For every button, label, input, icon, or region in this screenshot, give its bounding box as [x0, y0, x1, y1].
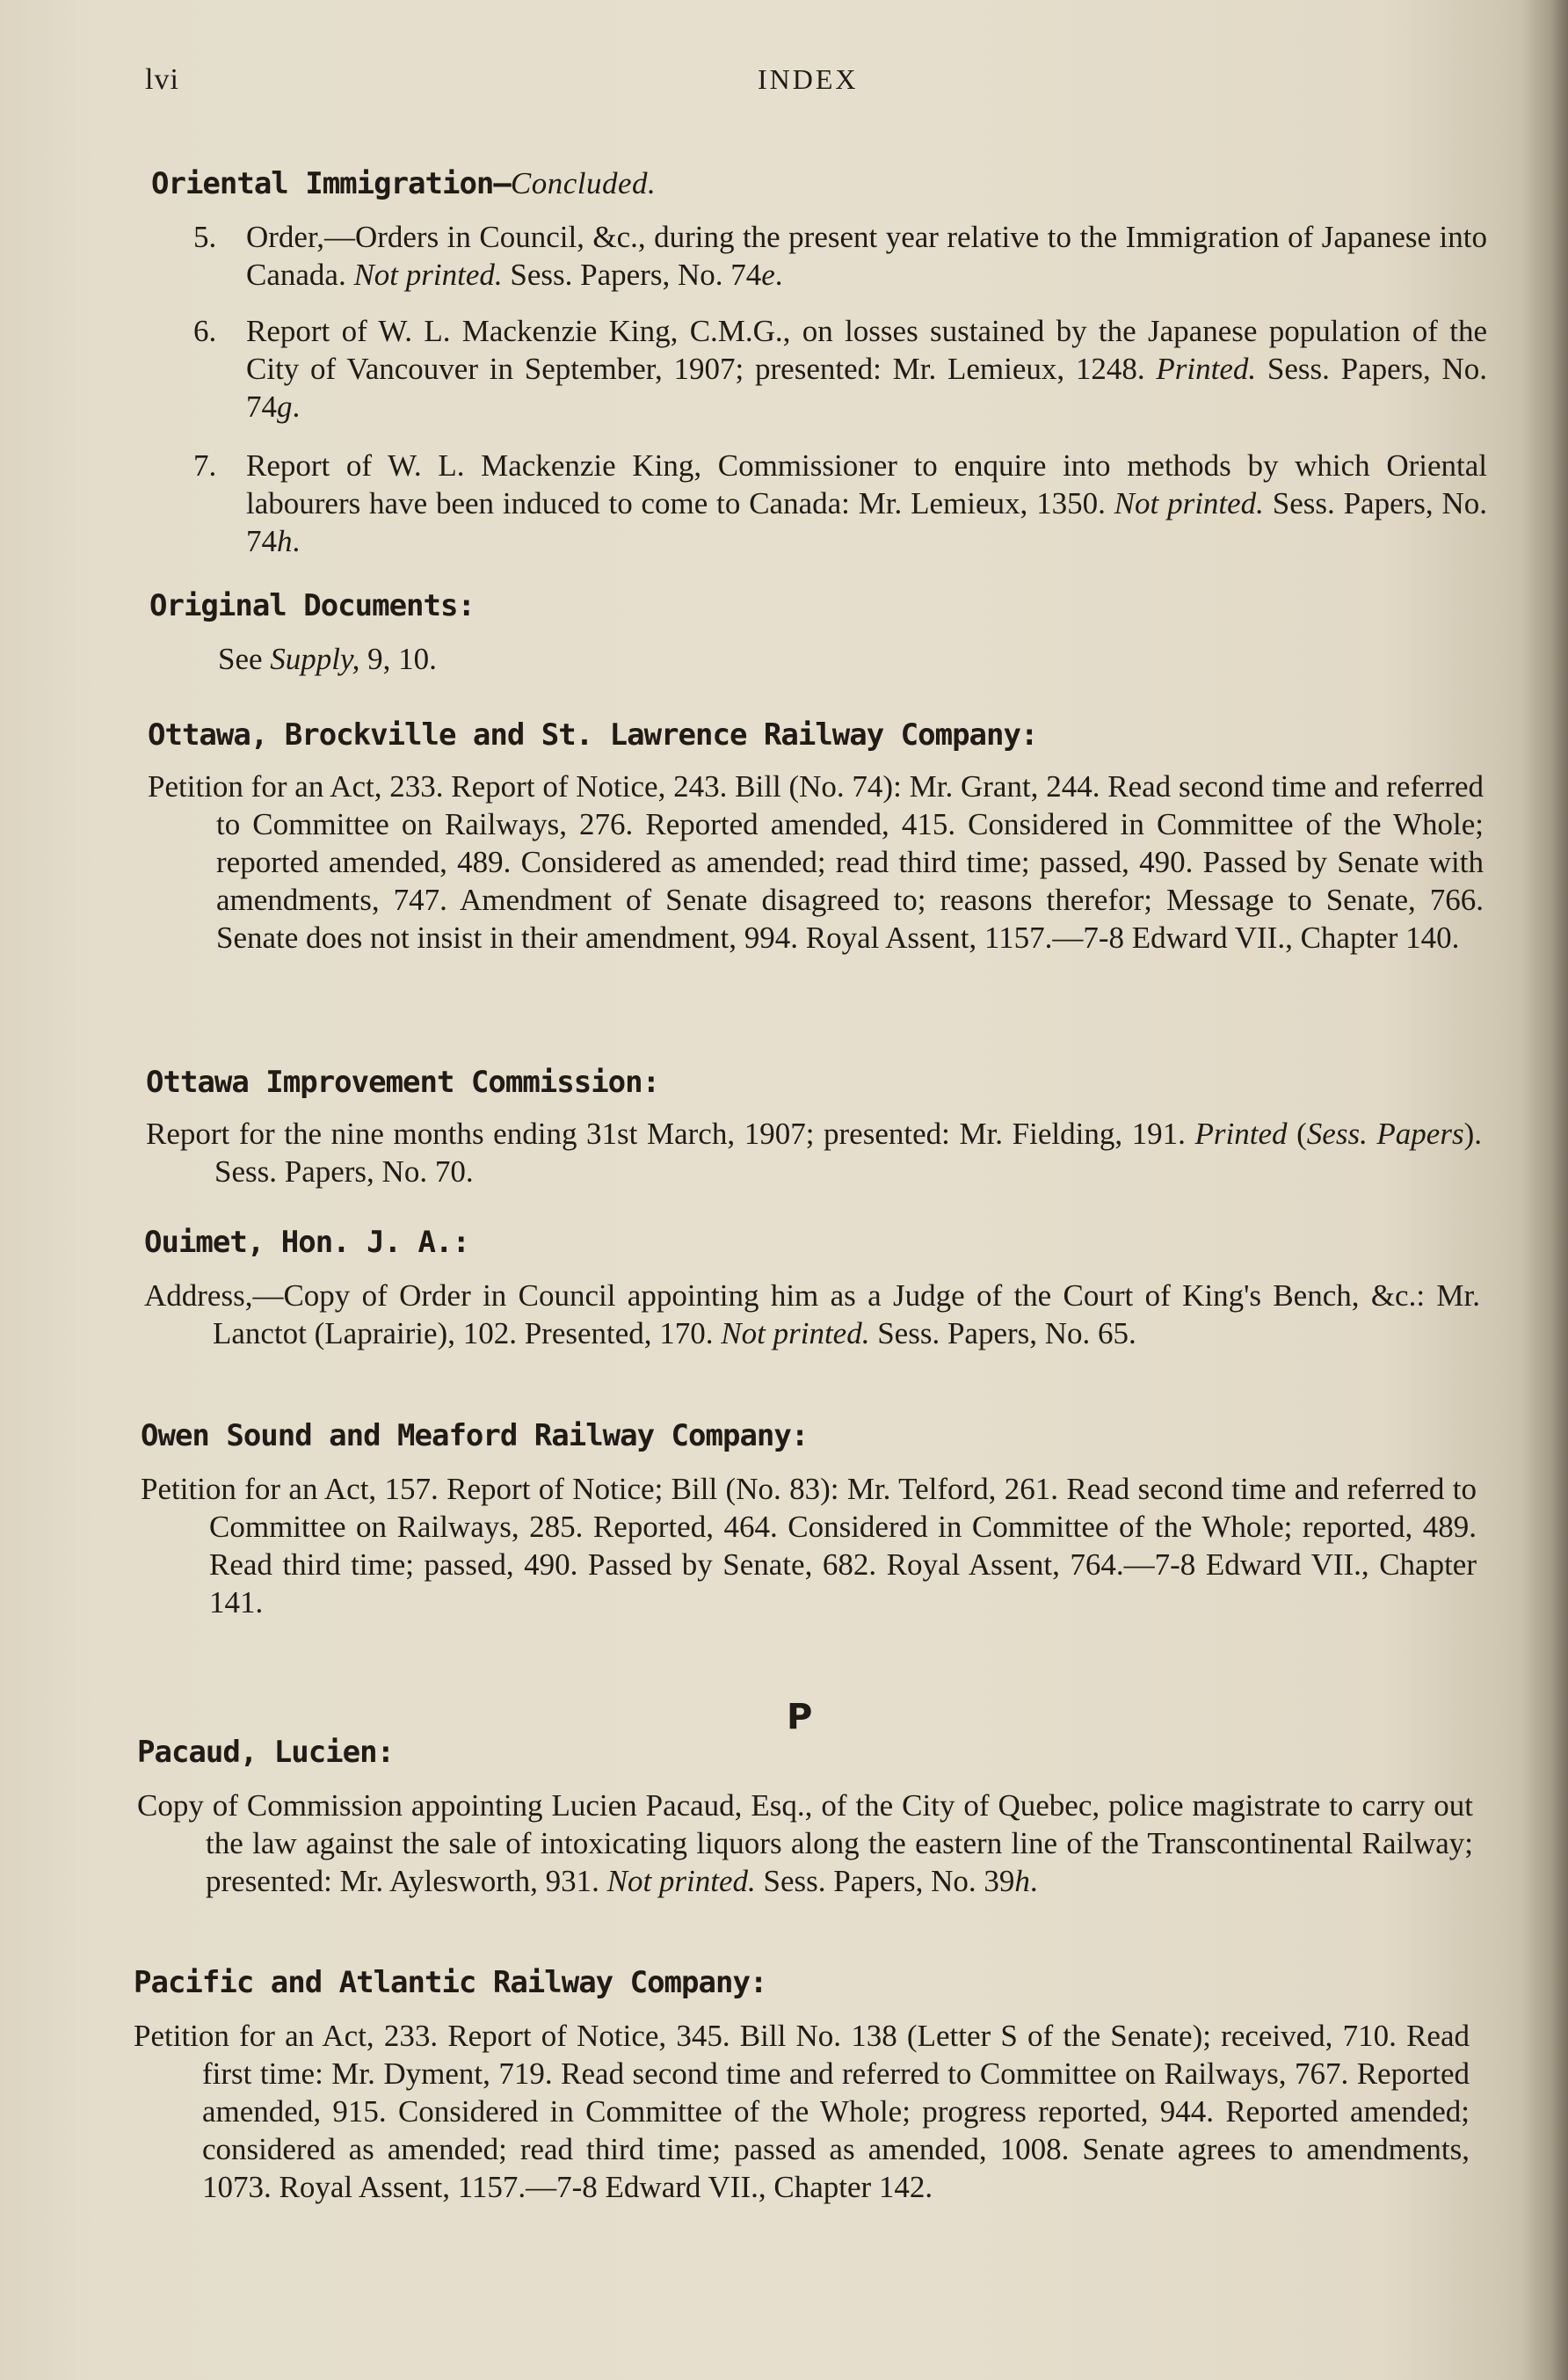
index-subentry-6: 6. Report of W. L. Mackenzie King, C.M.G., on losses sustained by the Japanese population of the City of Vancouver in September, 1907; presented: Mr. Lemieux, 1248. Printed. Sess. Papers, No. 74g. [193, 314, 1488, 424]
running-title: INDEX [758, 63, 859, 95]
entry-heading: Oriental Immigration—Concluded. [151, 166, 657, 201]
index-entry-original-documents [149, 587, 1485, 624]
index-entry-ottawa-brockville-railway [148, 717, 1484, 753]
index-subentry-5: 5. Order,—Orders in Council, &c., during the present year relative to the Immigration of Japanese into Canada. Not printed. Sess. Papers, No. 74e. [193, 220, 1487, 292]
ouimet-text: Address,—Copy of Order in Council appointing him as a Judge of the Court of King's Bench, &c.: Mr. Lanctot (Laprairie), 102. Presented, 170. Not printed. Sess. Papers, No. 65. [144, 1278, 1480, 1350]
index-entry-ottawa-improvement-commission [146, 1064, 1482, 1101]
index-entry-owen-sound-railway [141, 1417, 1477, 1454]
pacaud-text: Copy of Commission appointing Lucien Pacaud, Esq., of the City of Quebec, police magistrate to carry out the law against the sale of intoxicating liquors along the eastern line of the Transcontinental Railway; presented: Mr. Aylesworth, 931. Not printed. Sess. Papers, No. 39h. [137, 1788, 1473, 1898]
ottawa-brockville-text: Petition for an Act, 233. Report of Notice, 243. Bill (No. 74): Mr. Grant, 244. Read second time and referred to Committee on Railways, 276. Reported amended, 415. Considered in Committee of the Whole; reported amended, 489. Considered as amended; read third time; passed, 490. Passed by Senate with amendments, 747. Amendment of Senate disagreed to; reasons therefor; Message to Senate, 766. Senate does not insist in their amendment, 994. Royal Assent, 1157.—7-8 Edward VII., Chapter 140. [148, 769, 1484, 955]
index-subentry-7: 7. Report of W. L. Mackenzie King, Commissioner to enquire into methods by which Oriental labourers have been induced to come to Canada: Mr. Lemieux, 1350. Not printed. Sess. Papers, No. 74h. [193, 448, 1487, 558]
entry-heading: Pacific and Atlantic Railway Company: [134, 1965, 767, 2000]
entry-heading: Owen Sound and Meaford Railway Company: [141, 1418, 809, 1453]
index-entry-pacific-atlantic-railway [134, 1964, 1470, 2001]
original-documents-text: See Supply, 9, 10. [218, 642, 437, 676]
entry-heading: Original Documents: [149, 588, 475, 623]
page-number: lvi [145, 63, 179, 96]
index-entry-pacaud-lucien [137, 1734, 1473, 1771]
page-edge-shadow [1522, 0, 1568, 2380]
index-entry-oriental-immigration [151, 165, 1487, 202]
entry-heading: Ottawa, Brockville and St. Lawrence Railway Company: [148, 717, 1038, 753]
entry-heading: Pacaud, Lucien: [137, 1735, 395, 1770]
entry-heading: Ottawa Improvement Commission: [146, 1065, 660, 1100]
entry-heading: Ouimet, Hon. J. A.: [144, 1225, 469, 1260]
owen-sound-text: Petition for an Act, 157. Report of Notice; Bill (No. 83): Mr. Telford, 261. Read second time and referred to Committee on Railways, 285. Reported, 464. Considered in Committee of the Whole; reported, 489. Read third time; passed, 490. Passed by Senate, 682. Royal Assent, 764.—7-8 Edward VII., Chapter 141. [141, 1472, 1477, 1619]
ottawa-improvement-text: Report for the nine months ending 31st March, 1907; presented: Mr. Fielding, 191. Printed (Sess. Papers). Sess. Papers, No. 70. [146, 1117, 1482, 1189]
running-header [0, 63, 1568, 107]
index-entry-ouimet [144, 1224, 1480, 1261]
section-letter-p: P [787, 1697, 813, 1737]
pacific-atlantic-text: Petition for an Act, 233. Report of Notice, 345. Bill No. 138 (Letter S of the Senate); received, 710. Read first time: Mr. Dyment, 719. Read second time and referred to Committee on Railways, 767. Reported amended, 915. Considered in Committee of the Whole; progress reported, 944. Reported amended; considered as amended; read third time; passed as amended, 1008. Senate agrees to amendments, 1073. Royal Assent, 1157.—7-8 Edward VII., Chapter 142. [134, 2019, 1470, 2204]
